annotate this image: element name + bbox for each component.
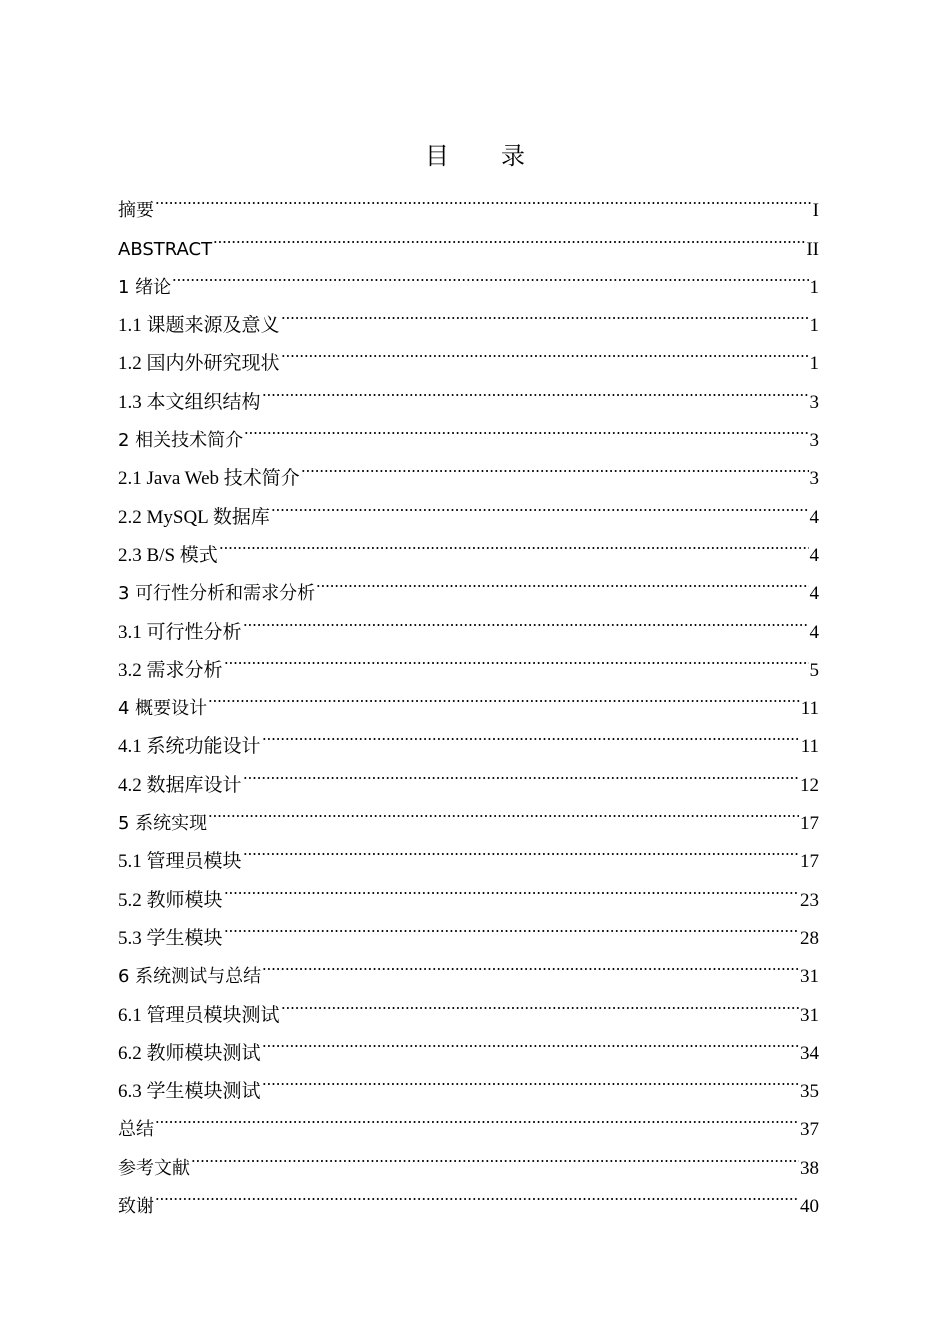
dot-leader — [243, 829, 799, 867]
toc-entry-label: 2 相关技术简介 — [118, 430, 244, 452]
toc-entry-label: 致谢 — [118, 1196, 154, 1218]
dot-leader — [316, 561, 808, 599]
toc-entry-page-number: 17 — [800, 813, 819, 835]
toc-entry[interactable] — [118, 944, 819, 988]
toc-entry-label: 5.1 管理员模块 — [118, 851, 242, 873]
toc-entry-page-number: 40 — [800, 1196, 819, 1218]
dot-leader — [172, 255, 808, 293]
dot-leader — [208, 791, 799, 829]
dot-leader — [281, 293, 809, 331]
dot-leader — [155, 1174, 799, 1212]
toc-entry-label: 6.2 教师模块测试 — [118, 1042, 261, 1064]
dot-leader — [244, 408, 808, 446]
dot-leader — [219, 523, 809, 561]
toc-entry-page-number: 31 — [800, 966, 819, 988]
toc-entry[interactable] — [118, 906, 819, 949]
toc-entry[interactable] — [118, 293, 819, 337]
toc-entry-label: 2.3 B/S 模式 — [118, 544, 218, 566]
page-title: 目录 — [425, 142, 577, 170]
toc-entry[interactable] — [118, 638, 819, 681]
dot-leader — [281, 982, 799, 1020]
dot-leader — [301, 446, 809, 484]
dot-leader — [262, 714, 800, 752]
toc-entry-label: 6 系统测试与总结 — [118, 966, 262, 988]
toc-entry-page-number: 28 — [800, 927, 819, 949]
dot-leader — [224, 867, 799, 905]
dot-leader — [213, 216, 805, 254]
toc-entry-page-number: 34 — [800, 1042, 819, 1064]
dot-leader — [224, 906, 799, 944]
toc-entry[interactable] — [118, 1174, 819, 1218]
toc-entry-label: 1.1 课题来源及意义 — [118, 315, 280, 337]
toc-entry-page-number: 3 — [809, 430, 819, 452]
toc-entry-page-number: I — [812, 200, 819, 222]
dot-leader — [281, 331, 809, 369]
toc-entry-label: 5.3 学生模块 — [118, 927, 223, 949]
toc-entry-label: 4.2 数据库设计 — [118, 774, 242, 796]
dot-leader — [155, 178, 812, 216]
dot-leader — [155, 1097, 799, 1135]
toc-entry-page-number: II — [806, 238, 819, 260]
toc-entry[interactable] — [118, 829, 819, 873]
toc-entry-label: 4.1 系统功能设计 — [118, 736, 261, 758]
toc-entry[interactable] — [118, 523, 819, 566]
toc-entry-page-number: 4 — [809, 544, 819, 566]
toc-entry[interactable] — [118, 255, 819, 298]
toc-entry-label: 4 概要设计 — [118, 698, 208, 720]
toc-entry-label: 5 系统实现 — [118, 813, 208, 835]
toc-entry-label: 摘要 — [118, 200, 154, 222]
toc-entry-page-number: 4 — [809, 583, 819, 605]
toc-entry-label: 6.1 管理员模块测试 — [118, 1004, 280, 1026]
dot-leader — [243, 599, 809, 637]
dot-leader — [262, 1059, 799, 1097]
toc-entry-label: 5.2 教师模块 — [118, 889, 223, 911]
dot-leader — [262, 1021, 799, 1059]
toc-entry-page-number: 37 — [800, 1119, 819, 1141]
toc-entry[interactable] — [118, 791, 819, 835]
dot-leader — [243, 752, 799, 790]
toc-entry-page-number: 3 — [809, 468, 819, 490]
toc-entry-page-number: 1 — [809, 276, 819, 298]
toc-entry-label: 3.2 需求分析 — [118, 659, 223, 681]
dot-leader — [262, 369, 809, 407]
toc-entry-label: 6.3 学生模块测试 — [118, 1081, 261, 1103]
toc-entry-page-number: 1 — [809, 315, 819, 337]
toc-entry-page-number: 38 — [800, 1157, 819, 1179]
toc-entry[interactable] — [118, 714, 819, 758]
toc-entry-label: 2.1 Java Web 技术简介 — [118, 468, 300, 490]
dot-leader — [208, 676, 800, 714]
toc-entry-label: 1 绪论 — [118, 276, 172, 298]
toc-entry-page-number: 12 — [800, 774, 819, 796]
toc-entry[interactable] — [118, 1097, 819, 1141]
toc-entry-page-number: 4 — [809, 506, 819, 528]
toc-entry[interactable] — [118, 867, 819, 911]
toc-entry-page-number: 17 — [800, 851, 819, 873]
toc-entry[interactable] — [118, 178, 819, 222]
toc-entry-page-number: 31 — [800, 1004, 819, 1026]
toc-entry-label: 3.1 可行性分析 — [118, 621, 242, 643]
toc-entry[interactable] — [118, 676, 819, 720]
dot-leader — [224, 638, 809, 676]
dot-leader — [191, 1135, 799, 1173]
toc-entry-page-number: 1 — [809, 353, 819, 375]
toc-entry[interactable] — [118, 1135, 819, 1179]
toc-entry-page-number: 5 — [809, 659, 819, 681]
dot-leader — [262, 944, 799, 982]
toc-entry-page-number: 35 — [800, 1081, 819, 1103]
table-of-contents — [118, 178, 819, 1218]
toc-entry-page-number: 4 — [809, 621, 819, 643]
toc-entry-page-number: 3 — [809, 391, 819, 413]
toc-entry-page-number: 11 — [800, 698, 819, 720]
toc-entry-page-number: 11 — [800, 736, 819, 758]
toc-entry-label: 1.2 国内外研究现状 — [118, 353, 280, 375]
toc-entry-label: 3 可行性分析和需求分析 — [118, 583, 316, 605]
toc-entry-label: 2.2 MySQL 数据库 — [118, 506, 270, 528]
toc-entry-page-number: 23 — [800, 889, 819, 911]
toc-entry-label: 参考文献 — [118, 1157, 190, 1179]
dot-leader — [271, 484, 809, 522]
toc-entry[interactable] — [118, 561, 819, 605]
toc-entry-label: 总结 — [118, 1119, 154, 1141]
toc-entry-label: ABSTRACT — [118, 238, 213, 260]
toc-entry-label: 1.3 本文组织结构 — [118, 391, 261, 413]
toc-entry[interactable] — [118, 216, 819, 260]
